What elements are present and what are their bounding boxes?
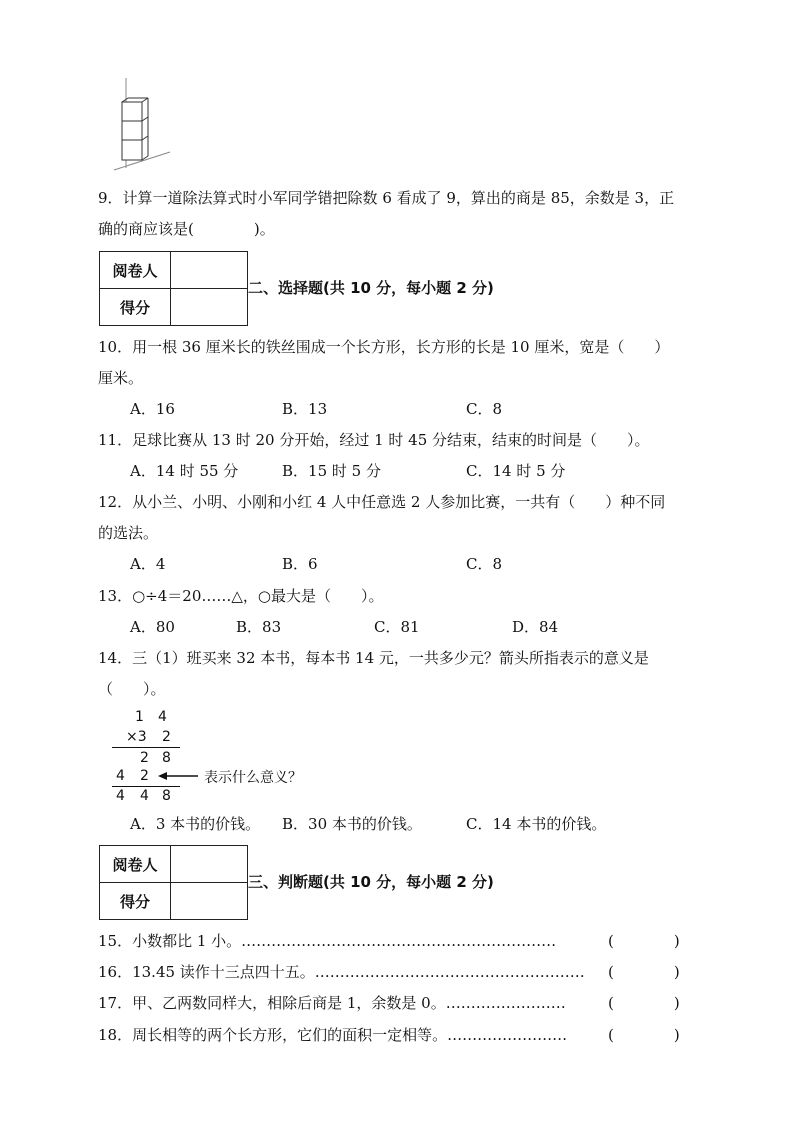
calc-digit: 8 [162, 750, 171, 766]
q16-text: 16．13.45 读作十三点四十五。……………………………………………… [98, 963, 585, 981]
q13-line1: 13．○÷4＝20……△，○最大是（ ）。 [98, 587, 384, 605]
q10-option-a[interactable]: A．16 [130, 400, 175, 418]
reviewer-label: 阅卷人 [100, 846, 171, 883]
score-box-section3 [99, 845, 248, 920]
calc-multiply-sign: ×3 [126, 729, 147, 745]
q18-text: 18．周长相等的两个长方形，它们的面积一定相等。…………………… [98, 1026, 568, 1044]
reviewer-field[interactable] [171, 252, 248, 289]
calc-digit: 4 [116, 768, 125, 784]
calc-digit: 4 [140, 788, 149, 804]
reviewer-label: 阅卷人 [100, 252, 171, 289]
q13-option-c[interactable]: C．81 [374, 618, 420, 636]
q14-line1: 14．三（1）班买来 32 本书，每本书 14 元，一共多少元？箭头所指表示的意义是 [98, 649, 649, 667]
q13-option-d[interactable]: D．84 [512, 618, 559, 636]
score-label: 得分 [100, 289, 171, 326]
calc-digit: 2 [140, 750, 149, 766]
calc-digit: 4 [116, 788, 125, 804]
q12-line1: 12．从小兰、小明、小刚和小红 4 人中任意选 2 人参加比赛，一共有（ ）种不同 [98, 493, 666, 511]
q15-text: 15．小数都比 1 小。……………………………………………………… [98, 932, 557, 950]
arrow-label: 表示什么意义？ [204, 770, 302, 786]
q13-option-a[interactable]: A．80 [130, 618, 175, 636]
q15-answer-blank[interactable]: ( ) [608, 932, 680, 950]
q11-option-a[interactable]: A．14 时 55 分 [130, 462, 239, 480]
calc-digit: 4 [158, 709, 167, 725]
q13-option-b[interactable]: B．83 [236, 618, 282, 636]
score-label: 得分 [100, 883, 171, 920]
q14-option-b[interactable]: B．30 本书的价钱。 [282, 815, 422, 833]
q11-line1: 11．足球比赛从 13 时 20 分开始，经过 1 时 45 分结束，结束的时间是（ ）。 [98, 431, 650, 449]
q17-answer-blank[interactable]: ( ) [608, 994, 680, 1012]
section3-title: 三、判断题(共 10 分，每小题 2 分) [248, 873, 494, 891]
q9-line2: 确的商应该是( )。 [98, 220, 275, 238]
calc-digit: 8 [162, 788, 171, 804]
q11-option-c[interactable]: C．14 时 5 分 [466, 462, 566, 480]
section2-title: 二、选择题(共 10 分，每小题 2 分) [248, 279, 494, 297]
q12-line2: 的选法。 [98, 524, 159, 542]
left-arrow-icon [158, 770, 198, 782]
cube-stack-figure [112, 78, 182, 174]
q9-line1: 9．计算一道除法算式时小军同学错把除数 6 看成了 9，算出的商是 85，余数是 3，正 [98, 189, 675, 207]
q16-answer-blank[interactable]: ( ) [608, 963, 680, 981]
calc-digit: 2 [162, 729, 171, 745]
q12-option-a[interactable]: A．4 [130, 555, 166, 573]
q10-option-b[interactable]: B．13 [282, 400, 328, 418]
calc-digit: 1 [135, 709, 144, 725]
calc-rule [112, 786, 180, 787]
score-field[interactable] [171, 289, 248, 326]
q10-line1: 10．用一根 36 厘米长的铁丝围成一个长方形，长方形的长是 10 厘米，宽是（ ） [98, 338, 670, 356]
q10-option-c[interactable]: C．8 [466, 400, 503, 418]
calc-rule [112, 747, 180, 748]
q17-text: 17．甲、乙两数同样大，相除后商是 1，余数是 0。…………………… [98, 994, 566, 1012]
reviewer-field[interactable] [171, 846, 248, 883]
score-box-section2 [99, 251, 248, 326]
q11-option-b[interactable]: B．15 时 5 分 [282, 462, 381, 480]
q12-option-b[interactable]: B．6 [282, 555, 318, 573]
q18-answer-blank[interactable]: ( ) [608, 1026, 680, 1044]
q12-option-c[interactable]: C．8 [466, 555, 503, 573]
calc-digit: 2 [140, 768, 149, 784]
score-field[interactable] [171, 883, 248, 920]
q14-line2: （ ）。 [98, 680, 166, 698]
q14-option-a[interactable]: A．3 本书的价钱。 [130, 815, 261, 833]
q10-line2: 厘米。 [98, 369, 144, 387]
q14-option-c[interactable]: C．14 本书的价钱。 [466, 815, 607, 833]
